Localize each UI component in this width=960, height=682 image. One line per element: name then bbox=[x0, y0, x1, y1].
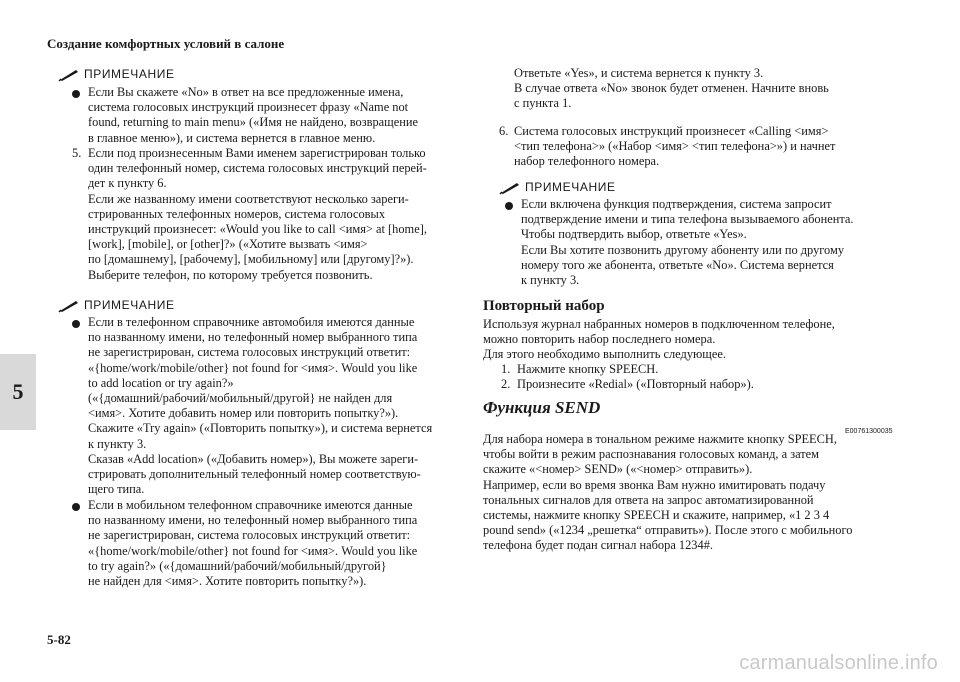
text-line: по [домашнему], [рабочему], [мобильному] или [другому]?»). bbox=[88, 252, 414, 267]
text-line: инструкций произнесет: «Would you like to call <имя> at [home], bbox=[88, 221, 427, 236]
text-line: номеру того же абонента, ответьте «No». Система вернется bbox=[521, 257, 834, 272]
text-line: Если под произнесенным Вами именем зарегистрирован только bbox=[88, 146, 426, 160]
text-line: стрированных телефонных номеров, система голосовых bbox=[88, 206, 386, 221]
bullet-dot bbox=[72, 503, 80, 511]
bullet-dot bbox=[505, 202, 513, 210]
text-line: чтобы войти в режим распознавания голосовых команд, а затем bbox=[483, 447, 820, 462]
text-line: по названному имени, но телефонный номер выбранного типа bbox=[88, 513, 418, 528]
continuation-text bbox=[514, 66, 829, 112]
note2-bullet1-text bbox=[88, 315, 432, 497]
note2-bullet2-text bbox=[88, 498, 417, 589]
page-number: 5-82 bbox=[47, 632, 71, 647]
redial-step-text: Произнесите «Redial» («Повторный набор»). bbox=[517, 377, 754, 391]
text-line: «{home/work/mobile/other} not found for <имя>. Would you like bbox=[88, 360, 418, 375]
page-header: Создание комфортных условий в салоне bbox=[47, 36, 285, 51]
text-line: found, returning to main menu» («Имя не найдено, возвращение bbox=[88, 115, 418, 130]
section-title-send: Функция SEND bbox=[483, 398, 601, 417]
pencil-icon bbox=[58, 68, 80, 82]
text-line: Скажите «Try again» («Повторить попытку»), и система вернется bbox=[88, 421, 433, 436]
chapter-tab bbox=[0, 354, 36, 430]
text-line: скажите «<номер> SEND» («<номер> отправить»). bbox=[483, 462, 753, 477]
text-line: Для набора номера в тональном режиме нажмите кнопку SPEECH, bbox=[483, 432, 837, 446]
text-line: в главное меню»), и система вернется в главное меню. bbox=[88, 130, 376, 145]
pencil-icon bbox=[499, 181, 521, 195]
text-line: to add location or try again?» bbox=[88, 375, 234, 390]
text-line: системы, нажмите кнопку SPEECH и скажите, например, «1 2 3 4 bbox=[483, 507, 830, 522]
step-number: 6. bbox=[499, 124, 509, 138]
text-line: pound send» («1234 „решетка“ отправить»). После этого с мобильного bbox=[483, 523, 853, 538]
text-line: дет к пункту 6. bbox=[88, 176, 167, 191]
step-number: 5. bbox=[72, 146, 82, 160]
text-line: Если Вы хотите позвонить другому абоненту или по другому bbox=[521, 242, 845, 257]
step5-text bbox=[88, 146, 427, 283]
text-line: по названному имени, но телефонный номер выбранного типа bbox=[88, 330, 418, 345]
note-heading-label: ПРИМЕЧАНИЕ bbox=[84, 298, 175, 313]
text-line: Ответьте «Yes», и система вернется к пункту 3. bbox=[514, 66, 764, 80]
step6-text bbox=[514, 124, 835, 170]
text-line: можно повторить набор последнего номера. bbox=[483, 332, 716, 347]
text-line: Если в телефонном справочнике автомобиля имеются данные bbox=[88, 315, 415, 329]
text-line: система голосовых инструкций произнесет фразу «Name not bbox=[88, 100, 409, 115]
section-title-redial: Повторный набор bbox=[483, 298, 605, 314]
text-line: Если же названному имени соответствуют несколько зареги- bbox=[88, 191, 409, 206]
text-line: <имя>. Хотите добавить номер или повторить попытку?»). bbox=[88, 406, 399, 421]
note-heading-label: ПРИМЕЧАНИЕ bbox=[525, 180, 616, 195]
text-line: В случае ответа «No» звонок будет отменен. Начните вновь bbox=[514, 81, 829, 96]
note-heading-3 bbox=[499, 180, 616, 196]
pencil-icon bbox=[58, 299, 80, 313]
text-line: не зарегистрирован, система голосовых инструкций ответит: bbox=[88, 345, 411, 360]
text-line: Система голосовых инструкций произнесет «Calling <имя> bbox=[514, 124, 829, 138]
text-line: к пункту 3. bbox=[521, 272, 580, 287]
text-line: тональных сигналов для ответа на запрос автоматизированной bbox=[483, 492, 814, 507]
text-line: подтверждение имени и типа телефона вызываемого абонента. bbox=[521, 212, 854, 227]
redial-step-number: 2. bbox=[501, 377, 511, 391]
text-line: один телефонный номер, система голосовых инструкций перей- bbox=[88, 161, 427, 176]
send-text bbox=[483, 432, 852, 554]
text-line: не найден для <имя>. Хотите повторить попытку?»). bbox=[88, 573, 367, 588]
note-heading-1 bbox=[58, 67, 175, 83]
redial-step-number: 1. bbox=[501, 362, 511, 376]
section-code: E00761300035 bbox=[845, 428, 893, 435]
text-line: Для этого необходимо выполнить следующее. bbox=[483, 347, 726, 362]
text-line: Выберите телефон, по которому требуется позвонить. bbox=[88, 267, 373, 282]
text-line: с пункта 1. bbox=[514, 96, 572, 111]
redial-text bbox=[483, 317, 835, 363]
bullet-dot bbox=[72, 90, 80, 98]
text-line: Если в мобильном телефонном справочнике имеются данные bbox=[88, 498, 413, 512]
watermark: carmanualsonline.info bbox=[739, 652, 938, 674]
text-line: Например, если во время звонка Вам нужно имитировать подачу bbox=[483, 477, 826, 492]
text-line: телефона будет подан сигнал набора 1234#. bbox=[483, 538, 713, 553]
text-line: («{домашний/рабочий/мобильный/другой} не найден для bbox=[88, 390, 393, 405]
text-line: [work], [mobile], or [other]?» («Хотите вызвать <имя> bbox=[88, 237, 368, 252]
text-line: не зарегистрирован, система голосовых инструкций ответит: bbox=[88, 528, 411, 543]
text-line: «{home/work/mobile/other} not found for <имя>. Would you like bbox=[88, 543, 418, 558]
text-line: to try again?» («{домашний/рабочий/мобильный/другой} bbox=[88, 558, 387, 573]
text-line: набор телефонного номера. bbox=[514, 154, 660, 169]
note3-text bbox=[521, 197, 854, 288]
text-line: Сказав «Add location» («Добавить номер»), Вы можете зареги- bbox=[88, 451, 419, 466]
text-line: <тип телефона>» («Набор <имя> <тип телефона>») и начнет bbox=[514, 139, 836, 154]
text-line: стрировать дополнительный телефонный номер соответствую- bbox=[88, 466, 421, 481]
chapter-number: 5 bbox=[12, 379, 24, 404]
text-line: к пункту 3. bbox=[88, 436, 147, 451]
text-line: Если Вы скажете «No» в ответ на все предложенные имена, bbox=[88, 85, 404, 99]
note-heading-2 bbox=[58, 298, 175, 314]
note1-text bbox=[88, 85, 418, 146]
text-line: Чтобы подтвердить выбор, ответьте «Yes». bbox=[521, 227, 747, 242]
redial-step-text: Нажмите кнопку SPEECH. bbox=[517, 362, 659, 376]
bullet-dot bbox=[72, 320, 80, 328]
note-heading-label: ПРИМЕЧАНИЕ bbox=[84, 67, 175, 82]
text-line: Используя журнал набранных номеров в подключенном телефоне, bbox=[483, 317, 835, 331]
text-line: щего типа. bbox=[88, 482, 145, 497]
text-line: Если включена функция подтверждения, система запросит bbox=[521, 197, 832, 211]
